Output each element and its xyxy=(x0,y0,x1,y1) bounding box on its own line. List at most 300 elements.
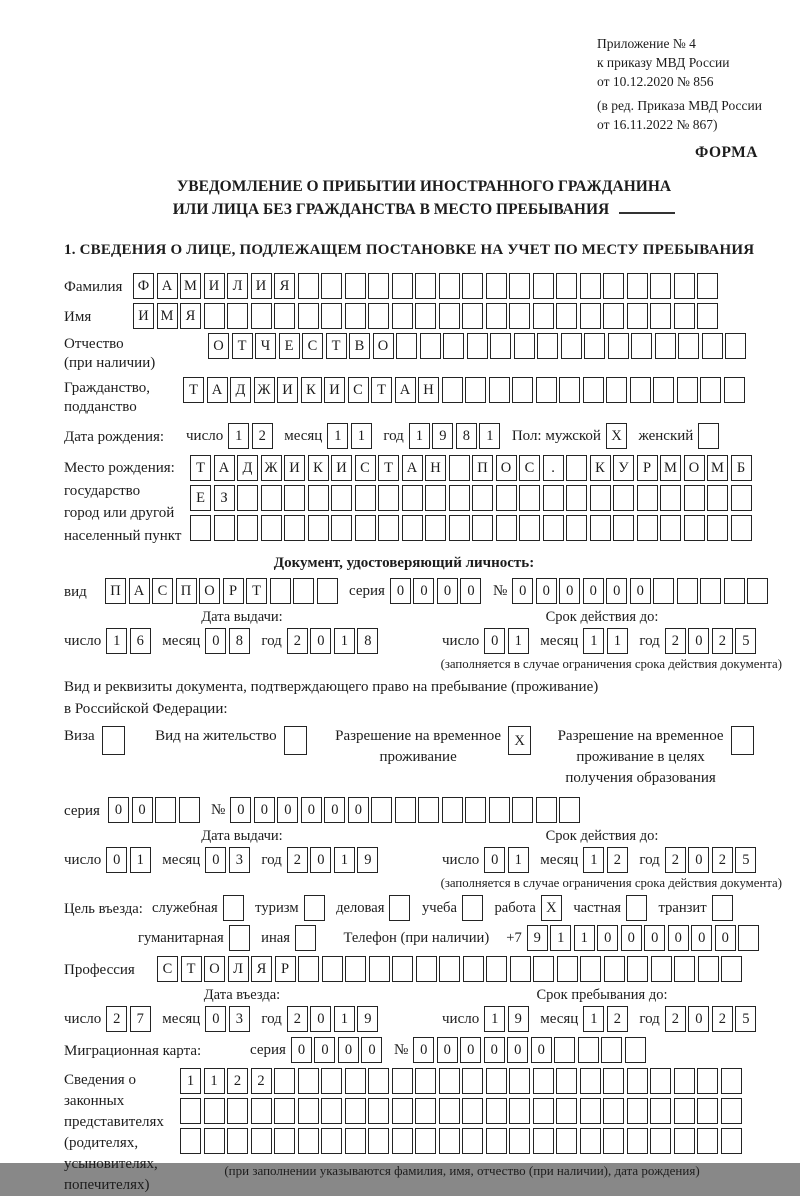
form-cell[interactable] xyxy=(298,1128,319,1154)
form-cell[interactable]: 2 xyxy=(665,1006,686,1032)
form-cell[interactable] xyxy=(439,273,460,299)
form-cell[interactable]: 2 xyxy=(106,1006,127,1032)
form-cell[interactable] xyxy=(651,956,672,982)
form-cell[interactable] xyxy=(321,1068,342,1094)
form-cell[interactable] xyxy=(747,578,768,604)
form-cell[interactable] xyxy=(368,273,389,299)
form-cell[interactable] xyxy=(486,1128,507,1154)
form-cell[interactable]: 9 xyxy=(527,925,548,951)
form-cell[interactable] xyxy=(463,956,484,982)
form-cell[interactable] xyxy=(650,1098,671,1124)
form-cell[interactable] xyxy=(298,303,319,329)
form-cell[interactable] xyxy=(486,1068,507,1094)
form-cell[interactable]: 0 xyxy=(460,578,481,604)
form-cell[interactable]: 0 xyxy=(512,578,533,604)
form-cell[interactable] xyxy=(261,485,282,511)
form-cell[interactable] xyxy=(684,515,705,541)
form-cell[interactable] xyxy=(556,1098,577,1124)
form-cell[interactable]: 0 xyxy=(301,797,322,823)
form-cell[interactable] xyxy=(584,333,605,359)
form-cell[interactable] xyxy=(578,1037,599,1063)
form-cell[interactable]: 1 xyxy=(228,423,249,449)
form-cell[interactable] xyxy=(369,956,390,982)
form-cell[interactable] xyxy=(345,303,366,329)
form-cell[interactable]: П xyxy=(472,455,493,481)
form-cell[interactable] xyxy=(204,1128,225,1154)
form-cell[interactable]: 1 xyxy=(479,423,500,449)
form-cell[interactable]: Т xyxy=(181,956,202,982)
form-cell[interactable] xyxy=(650,303,671,329)
form-cell[interactable]: 2 xyxy=(607,1006,628,1032)
form-cell[interactable] xyxy=(415,1068,436,1094)
form-cell[interactable]: 0 xyxy=(688,847,709,873)
form-cell[interactable] xyxy=(519,485,540,511)
form-cell[interactable]: О xyxy=(373,333,394,359)
form-cell[interactable]: 0 xyxy=(254,797,275,823)
form-cell[interactable]: 1 xyxy=(180,1068,201,1094)
form-cell[interactable] xyxy=(660,485,681,511)
form-cell[interactable] xyxy=(439,1128,460,1154)
form-cell[interactable]: 0 xyxy=(484,1037,505,1063)
form-cell[interactable] xyxy=(227,1128,248,1154)
form-cell[interactable] xyxy=(653,578,674,604)
form-cell[interactable]: 0 xyxy=(606,578,627,604)
form-cell[interactable] xyxy=(345,1068,366,1094)
form-cell[interactable]: И xyxy=(324,377,345,403)
form-cell[interactable] xyxy=(402,485,423,511)
form-cell[interactable]: 0 xyxy=(668,925,689,951)
form-cell[interactable] xyxy=(274,1098,295,1124)
form-cell[interactable] xyxy=(462,273,483,299)
form-cell[interactable] xyxy=(580,273,601,299)
form-cell[interactable]: 0 xyxy=(310,847,331,873)
form-cell[interactable]: И xyxy=(133,303,154,329)
form-cell[interactable]: 0 xyxy=(460,1037,481,1063)
form-cell[interactable] xyxy=(415,1128,436,1154)
form-cell[interactable]: С xyxy=(355,455,376,481)
form-cell[interactable] xyxy=(510,956,531,982)
form-cell[interactable] xyxy=(274,1128,295,1154)
form-cell[interactable]: О xyxy=(204,956,225,982)
form-cell[interactable]: 0 xyxy=(437,1037,458,1063)
form-cell[interactable] xyxy=(449,455,470,481)
form-cell[interactable] xyxy=(462,1128,483,1154)
form-cell[interactable] xyxy=(462,1068,483,1094)
form-cell[interactable]: Я xyxy=(251,956,272,982)
form-cell[interactable]: 2 xyxy=(607,847,628,873)
form-cell[interactable]: М xyxy=(157,303,178,329)
form-cell[interactable]: 1 xyxy=(204,1068,225,1094)
form-cell[interactable]: 1 xyxy=(327,423,348,449)
form-cell[interactable] xyxy=(519,515,540,541)
form-cell[interactable] xyxy=(442,797,463,823)
form-cell[interactable] xyxy=(724,377,745,403)
form-cell[interactable]: 8 xyxy=(229,628,250,654)
form-cell[interactable]: И xyxy=(277,377,298,403)
form-cell[interactable]: 1 xyxy=(106,628,127,654)
form-cell[interactable] xyxy=(650,273,671,299)
form-cell[interactable] xyxy=(637,515,658,541)
form-cell[interactable] xyxy=(556,303,577,329)
form-cell[interactable] xyxy=(533,1128,554,1154)
form-cell[interactable] xyxy=(284,515,305,541)
form-cell[interactable] xyxy=(566,515,587,541)
form-cell[interactable]: Р xyxy=(275,956,296,982)
form-cell[interactable] xyxy=(472,485,493,511)
form-cell[interactable] xyxy=(627,1128,648,1154)
form-cell[interactable]: Е xyxy=(190,485,211,511)
form-cell[interactable] xyxy=(237,515,258,541)
form-cell[interactable]: Н xyxy=(418,377,439,403)
form-cell[interactable] xyxy=(392,1068,413,1094)
form-cell[interactable] xyxy=(627,303,648,329)
form-cell[interactable]: 0 xyxy=(691,925,712,951)
form-cell[interactable] xyxy=(731,515,752,541)
form-cell[interactable]: 0 xyxy=(644,925,665,951)
form-cell[interactable] xyxy=(580,1098,601,1124)
form-cell[interactable]: Ч xyxy=(255,333,276,359)
form-cell[interactable] xyxy=(738,925,759,951)
form-cell[interactable]: 1 xyxy=(351,423,372,449)
form-cell[interactable]: 0 xyxy=(310,628,331,654)
form-cell[interactable] xyxy=(556,273,577,299)
form-cell[interactable] xyxy=(321,303,342,329)
form-cell[interactable]: А xyxy=(129,578,150,604)
form-cell[interactable] xyxy=(712,895,733,921)
form-cell[interactable]: И xyxy=(251,273,272,299)
form-cell[interactable] xyxy=(378,515,399,541)
form-cell[interactable] xyxy=(674,956,695,982)
form-cell[interactable] xyxy=(677,578,698,604)
form-cell[interactable] xyxy=(274,1068,295,1094)
form-cell[interactable]: М xyxy=(660,455,681,481)
form-cell[interactable]: 1 xyxy=(583,847,604,873)
form-cell[interactable] xyxy=(180,1128,201,1154)
form-cell[interactable]: О xyxy=(199,578,220,604)
form-cell[interactable] xyxy=(566,485,587,511)
form-cell[interactable] xyxy=(102,726,125,755)
form-cell[interactable]: Ж xyxy=(254,377,275,403)
form-cell[interactable] xyxy=(697,1098,718,1124)
form-cell[interactable] xyxy=(580,303,601,329)
form-cell[interactable] xyxy=(698,956,719,982)
form-cell[interactable] xyxy=(556,1128,577,1154)
form-cell[interactable]: 3 xyxy=(229,1006,250,1032)
form-cell[interactable] xyxy=(603,1128,624,1154)
form-cell[interactable]: О xyxy=(208,333,229,359)
form-cell[interactable]: 0 xyxy=(531,1037,552,1063)
form-cell[interactable]: Д xyxy=(237,455,258,481)
form-cell[interactable]: С xyxy=(348,377,369,403)
form-cell[interactable] xyxy=(509,273,530,299)
form-cell[interactable] xyxy=(512,797,533,823)
form-cell[interactable]: 2 xyxy=(287,628,308,654)
form-cell[interactable] xyxy=(227,1098,248,1124)
form-cell[interactable] xyxy=(660,515,681,541)
form-cell[interactable]: 9 xyxy=(432,423,453,449)
form-cell[interactable] xyxy=(472,515,493,541)
form-cell[interactable]: 2 xyxy=(251,1068,272,1094)
form-cell[interactable]: 2 xyxy=(665,628,686,654)
form-cell[interactable]: 1 xyxy=(409,423,430,449)
form-cell[interactable]: И xyxy=(284,455,305,481)
form-cell[interactable] xyxy=(721,1068,742,1094)
form-cell[interactable]: Н xyxy=(425,455,446,481)
form-cell[interactable]: 0 xyxy=(536,578,557,604)
form-cell[interactable]: 0 xyxy=(338,1037,359,1063)
form-cell[interactable] xyxy=(416,956,437,982)
form-cell[interactable] xyxy=(204,1098,225,1124)
form-cell[interactable]: Т xyxy=(326,333,347,359)
form-cell[interactable] xyxy=(402,515,423,541)
form-cell[interactable]: 7 xyxy=(130,1006,151,1032)
form-cell[interactable] xyxy=(237,485,258,511)
form-cell[interactable] xyxy=(580,1068,601,1094)
form-cell[interactable]: 2 xyxy=(252,423,273,449)
form-cell[interactable] xyxy=(443,333,464,359)
form-cell[interactable] xyxy=(331,485,352,511)
form-cell[interactable] xyxy=(604,956,625,982)
form-cell[interactable] xyxy=(489,797,510,823)
form-cell[interactable] xyxy=(425,485,446,511)
form-cell[interactable] xyxy=(155,797,176,823)
form-cell[interactable]: Я xyxy=(274,273,295,299)
form-cell[interactable] xyxy=(392,1128,413,1154)
form-cell[interactable] xyxy=(179,797,200,823)
form-cell[interactable] xyxy=(543,485,564,511)
form-cell[interactable] xyxy=(613,485,634,511)
form-cell[interactable] xyxy=(702,333,723,359)
form-cell[interactable]: П xyxy=(105,578,126,604)
form-cell[interactable] xyxy=(465,797,486,823)
form-cell[interactable]: 1 xyxy=(550,925,571,951)
form-cell[interactable] xyxy=(415,1098,436,1124)
form-cell[interactable] xyxy=(392,1098,413,1124)
form-cell[interactable]: Р xyxy=(637,455,658,481)
form-cell[interactable] xyxy=(355,485,376,511)
form-cell[interactable] xyxy=(462,303,483,329)
form-cell[interactable] xyxy=(396,333,417,359)
form-cell[interactable]: К xyxy=(590,455,611,481)
form-cell[interactable]: Ф xyxy=(133,273,154,299)
form-cell[interactable] xyxy=(627,956,648,982)
form-cell[interactable] xyxy=(270,578,291,604)
form-cell[interactable] xyxy=(561,333,582,359)
form-cell[interactable] xyxy=(697,1128,718,1154)
form-cell[interactable]: Т xyxy=(378,455,399,481)
form-cell[interactable] xyxy=(509,303,530,329)
form-cell[interactable]: 0 xyxy=(324,797,345,823)
form-cell[interactable] xyxy=(490,333,511,359)
form-cell[interactable] xyxy=(251,1098,272,1124)
form-cell[interactable] xyxy=(368,1068,389,1094)
form-cell[interactable]: 1 xyxy=(583,1006,604,1032)
form-cell[interactable] xyxy=(650,1128,671,1154)
form-cell[interactable]: 0 xyxy=(361,1037,382,1063)
form-cell[interactable]: В xyxy=(349,333,370,359)
form-cell[interactable] xyxy=(603,273,624,299)
form-cell[interactable] xyxy=(603,1068,624,1094)
form-cell[interactable] xyxy=(700,377,721,403)
form-cell[interactable] xyxy=(514,333,535,359)
form-cell[interactable] xyxy=(284,726,307,755)
form-cell[interactable] xyxy=(298,956,319,982)
form-cell[interactable] xyxy=(321,1128,342,1154)
form-cell[interactable] xyxy=(261,515,282,541)
form-cell[interactable]: Я xyxy=(180,303,201,329)
form-cell[interactable] xyxy=(613,515,634,541)
form-cell[interactable]: 0 xyxy=(630,578,651,604)
form-cell[interactable]: 0 xyxy=(205,1006,226,1032)
form-cell[interactable]: О xyxy=(684,455,705,481)
form-cell[interactable]: С xyxy=(302,333,323,359)
form-cell[interactable] xyxy=(486,273,507,299)
form-cell[interactable]: 0 xyxy=(597,925,618,951)
form-cell[interactable] xyxy=(462,895,483,921)
form-cell[interactable] xyxy=(368,303,389,329)
form-cell[interactable] xyxy=(678,333,699,359)
form-cell[interactable] xyxy=(721,1128,742,1154)
form-cell[interactable]: 5 xyxy=(735,847,756,873)
form-cell[interactable]: 0 xyxy=(348,797,369,823)
form-cell[interactable] xyxy=(580,1128,601,1154)
form-cell[interactable] xyxy=(420,333,441,359)
form-cell[interactable]: 2 xyxy=(665,847,686,873)
form-cell[interactable] xyxy=(321,1098,342,1124)
form-cell[interactable]: У xyxy=(613,455,634,481)
form-cell[interactable] xyxy=(608,333,629,359)
form-cell[interactable] xyxy=(180,1098,201,1124)
form-cell[interactable]: 1 xyxy=(334,628,355,654)
form-cell[interactable] xyxy=(731,726,754,755)
form-cell[interactable] xyxy=(345,1128,366,1154)
form-cell[interactable]: X xyxy=(541,895,562,921)
form-cell[interactable]: 0 xyxy=(484,628,505,654)
form-cell[interactable]: . xyxy=(543,455,564,481)
form-cell[interactable] xyxy=(606,377,627,403)
form-cell[interactable] xyxy=(284,485,305,511)
form-cell[interactable] xyxy=(509,1068,530,1094)
form-cell[interactable] xyxy=(721,1098,742,1124)
form-cell[interactable]: 1 xyxy=(508,847,529,873)
form-cell[interactable]: И xyxy=(204,273,225,299)
form-cell[interactable] xyxy=(496,485,517,511)
form-cell[interactable] xyxy=(707,515,728,541)
form-cell[interactable] xyxy=(583,377,604,403)
form-cell[interactable]: 0 xyxy=(132,797,153,823)
form-cell[interactable] xyxy=(322,956,343,982)
form-cell[interactable] xyxy=(724,578,745,604)
form-cell[interactable] xyxy=(486,303,507,329)
form-cell[interactable]: А xyxy=(214,455,235,481)
form-cell[interactable] xyxy=(496,515,517,541)
form-cell[interactable]: А xyxy=(395,377,416,403)
form-cell[interactable] xyxy=(449,485,470,511)
form-cell[interactable] xyxy=(439,956,460,982)
form-cell[interactable]: Т xyxy=(183,377,204,403)
form-cell[interactable]: К xyxy=(301,377,322,403)
form-cell[interactable]: 1 xyxy=(508,628,529,654)
form-cell[interactable] xyxy=(674,1098,695,1124)
form-cell[interactable] xyxy=(439,1098,460,1124)
form-cell[interactable] xyxy=(251,1128,272,1154)
form-cell[interactable] xyxy=(392,956,413,982)
form-cell[interactable] xyxy=(395,797,416,823)
form-cell[interactable]: 2 xyxy=(287,1006,308,1032)
form-cell[interactable]: Е xyxy=(279,333,300,359)
form-cell[interactable]: X xyxy=(508,726,531,755)
form-cell[interactable]: 0 xyxy=(715,925,736,951)
form-cell[interactable]: 6 xyxy=(130,628,151,654)
form-cell[interactable]: Т xyxy=(232,333,253,359)
form-cell[interactable] xyxy=(439,303,460,329)
form-cell[interactable]: А xyxy=(157,273,178,299)
form-cell[interactable] xyxy=(725,333,746,359)
form-cell[interactable] xyxy=(626,895,647,921)
form-cell[interactable] xyxy=(317,578,338,604)
form-cell[interactable] xyxy=(700,578,721,604)
form-cell[interactable] xyxy=(223,895,244,921)
form-cell[interactable] xyxy=(674,1128,695,1154)
form-cell[interactable] xyxy=(698,423,719,449)
form-cell[interactable] xyxy=(449,515,470,541)
form-cell[interactable] xyxy=(345,273,366,299)
form-cell[interactable] xyxy=(603,1098,624,1124)
form-cell[interactable]: А xyxy=(207,377,228,403)
form-cell[interactable] xyxy=(418,797,439,823)
form-cell[interactable] xyxy=(603,303,624,329)
form-cell[interactable]: С xyxy=(152,578,173,604)
form-cell[interactable] xyxy=(580,956,601,982)
form-cell[interactable] xyxy=(425,515,446,541)
form-cell[interactable] xyxy=(392,273,413,299)
form-cell[interactable] xyxy=(536,377,557,403)
form-cell[interactable] xyxy=(650,1068,671,1094)
form-cell[interactable] xyxy=(631,333,652,359)
form-cell[interactable] xyxy=(559,377,580,403)
form-cell[interactable]: 0 xyxy=(205,628,226,654)
form-cell[interactable] xyxy=(566,455,587,481)
form-cell[interactable]: 0 xyxy=(583,578,604,604)
form-cell[interactable] xyxy=(601,1037,622,1063)
form-cell[interactable]: 0 xyxy=(230,797,251,823)
form-cell[interactable] xyxy=(512,377,533,403)
form-cell[interactable] xyxy=(371,797,392,823)
form-cell[interactable]: 2 xyxy=(712,628,733,654)
form-cell[interactable] xyxy=(321,273,342,299)
form-cell[interactable]: 1 xyxy=(334,1006,355,1032)
form-cell[interactable]: 8 xyxy=(357,628,378,654)
form-cell[interactable]: 1 xyxy=(607,628,628,654)
form-cell[interactable] xyxy=(298,1098,319,1124)
form-cell[interactable]: Т xyxy=(371,377,392,403)
form-cell[interactable] xyxy=(731,485,752,511)
form-cell[interactable] xyxy=(721,956,742,982)
form-cell[interactable] xyxy=(533,1068,554,1094)
form-cell[interactable] xyxy=(674,1068,695,1094)
form-cell[interactable]: 0 xyxy=(688,1006,709,1032)
form-cell[interactable] xyxy=(697,303,718,329)
form-cell[interactable]: 1 xyxy=(484,1006,505,1032)
form-cell[interactable] xyxy=(298,273,319,299)
form-cell[interactable] xyxy=(627,273,648,299)
form-cell[interactable]: 1 xyxy=(583,628,604,654)
form-cell[interactable] xyxy=(630,377,651,403)
form-cell[interactable]: Л xyxy=(227,273,248,299)
form-cell[interactable] xyxy=(684,485,705,511)
form-cell[interactable] xyxy=(467,333,488,359)
form-cell[interactable]: 0 xyxy=(291,1037,312,1063)
